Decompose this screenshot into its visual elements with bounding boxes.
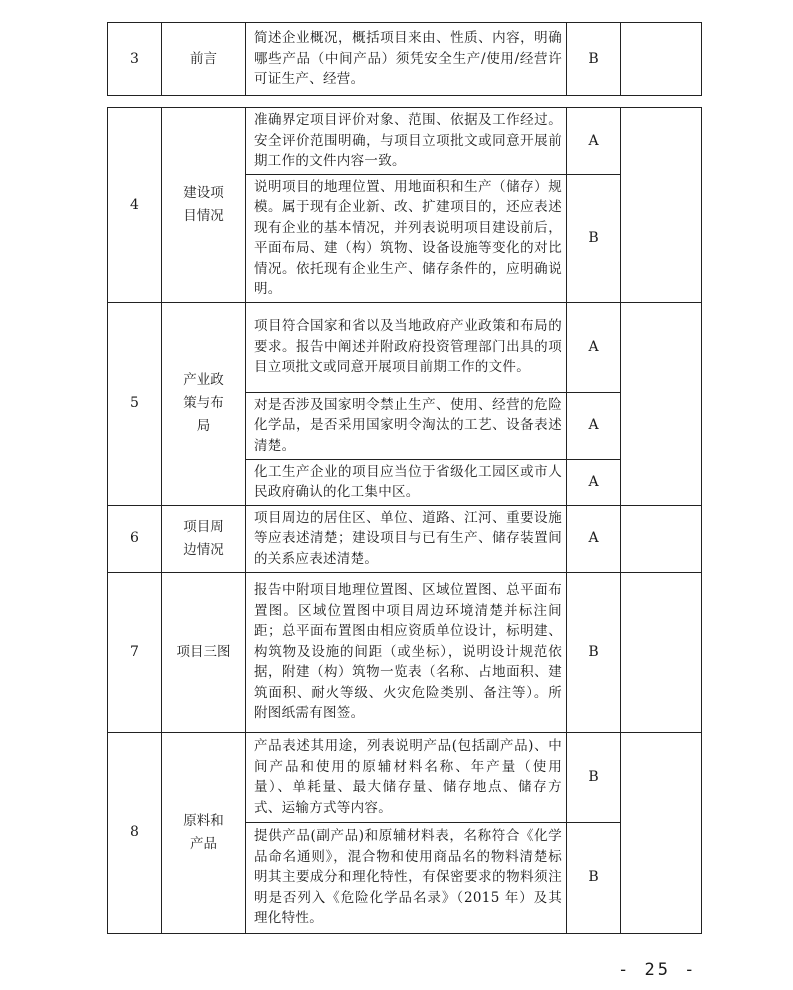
table-row [108,732,702,822]
table-evaluation-items [107,107,702,934]
item-level: A [567,302,621,392]
item-content: 产品表述其用途，列表说明产品(包括副产品)、中间产品和使用的原辅材料名称、年产量（使用量）、单耗量、最大储存量、储存地点、储存方式、运输方式等内容。 [246,732,567,822]
item-content: 项目符合国家和省以及当地政府产业政策和布局的要求。报告中阐述并附政府投资管理部门出具的项目立项批文或同意开展项目前期工作的文件。 [246,302,567,392]
item-level: B [567,572,621,732]
item-level: A [567,108,621,175]
row-number: 3 [108,23,162,96]
item-level: B [567,23,621,96]
item-name-text: 建设项目情况 [183,184,224,224]
row-number: 6 [108,505,162,572]
item-name-text: 项目三图 [176,643,231,660]
row-number: 4 [108,108,162,303]
row-number: 5 [108,302,162,505]
table-row [108,505,702,572]
item-name-text: 前言 [190,50,217,67]
item-level: A [567,505,621,572]
item-name-text: 原料和产品 [183,812,224,852]
item-note [621,302,702,505]
item-note [621,23,702,96]
item-name-text: 产业政策与布局 [183,372,224,434]
table-row [108,302,702,392]
item-content: 准确界定项目评价对象、范围、依据及工作经过。安全评价范围明确，与项目立项批文或同意开展前期工作的文件内容一致。 [246,108,567,175]
item-level: A [567,459,621,505]
table-row [108,23,702,96]
item-note [621,732,702,933]
row-number: 7 [108,572,162,732]
item-name [162,302,246,505]
item-name-text: 项目周边情况 [183,518,224,558]
item-content: 提供产品(副产品)和原辅材料表，名称符合《化学品命名通则》，混合物和使用商品名的物料清楚标明其主要成分和理化特性，有保密要求的物料须注明是否列入《危险化学品名录》（2015 年）及其理化特性。 [246,822,567,933]
item-name [162,572,246,732]
row-number: 8 [108,732,162,933]
item-name [162,732,246,933]
item-content: 对是否涉及国家明令禁止生产、使用、经营的危险化学品，是否采用国家明令淘汰的工艺、设备表述清楚。 [246,392,567,459]
item-name [162,23,246,96]
table-top-continued [107,22,702,96]
item-name [162,505,246,572]
table-row [108,572,702,732]
item-content: 简述企业概况，概括项目来由、性质、内容，明确哪些产品（中间产品）须凭安全生产/使用/经营许可证生产、经营。 [246,23,567,96]
item-level: B [567,822,621,933]
item-name [162,108,246,303]
item-note [621,572,702,732]
item-note [621,108,702,303]
item-content: 化工生产企业的项目应当位于省级化工园区或市人民政府确认的化工集中区。 [246,459,567,505]
item-content: 报告中附项目地理位置图、区域位置图、总平面布置图。区域位置图中项目周边环境清楚并标注间距；总平面布置图由相应资质单位设计，标明建、构筑物及设施的间距（或坐标），说明设计规范依据，附建（构）筑物一览表（名称、占地面积、建筑面积、耐火等级、火灾危险类别、备注等）。所附图纸需有图签。 [246,572,567,732]
item-level: A [567,392,621,459]
item-level: B [567,174,621,302]
page-number: - 25 - [618,960,698,980]
item-content: 说明项目的地理位置、用地面积和生产（储存）规模。属于现有企业新、改、扩建项目的，还应表述现有企业的基本情况，并列表说明项目建设前后，平面布局、建（构）筑物、设备设施等变化的对比情况。依托现有企业生产、储存条件的，应明确说明。 [246,174,567,302]
item-content: 项目周边的居住区、单位、道路、江河、重要设施等应表述清楚；建设项目与已有生产、储存装置间的关系应表述清楚。 [246,505,567,572]
item-note [621,505,702,572]
table-row [108,108,702,175]
item-level: B [567,732,621,822]
